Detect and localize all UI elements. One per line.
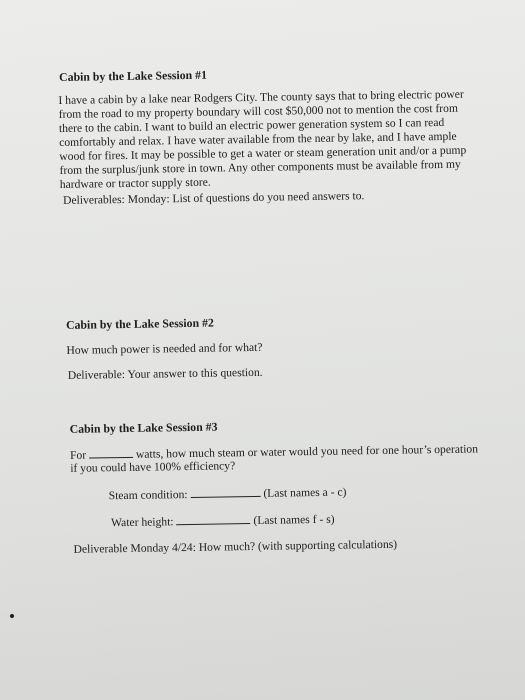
handout-document: [58, 63, 498, 556]
water-height-blank: [176, 513, 250, 525]
for-label: For: [69, 448, 87, 462]
session2-deliverable: Deliverable: Your answer to this question.: [67, 365, 263, 382]
session3-title: Cabin by the Lake Session #3: [69, 419, 218, 436]
water-height-label: Water height:: [111, 515, 174, 530]
water-height-row: [111, 512, 335, 531]
steam-condition-label: Steam condition:: [108, 488, 188, 503]
steam-condition-row: [109, 485, 347, 504]
session2-title: Cabin by the Lake Session #2: [65, 315, 214, 332]
session1-title: Cabin by the Lake Session #1: [58, 67, 208, 84]
bullet-mark: [10, 614, 14, 618]
session1-line: from the surplus/junk store in town. Any other components must be available from my: [59, 157, 461, 177]
session1-body: [58, 87, 499, 192]
session3-line2: if you could have 100% efficiency?: [70, 459, 236, 475]
session1-deliverables: Deliverables: Monday: List of questions do you need answers to.: [62, 189, 365, 207]
session1-line: comfortably and relax. I have water available from the near by lake, and I have ample: [59, 129, 457, 149]
session1-line: hardware or tractor supply store.: [59, 175, 211, 191]
session1-line: from the road to my property boundary will cost $50,000 not to mention the cost from: [58, 101, 459, 121]
water-height-note: (Last names f - s): [253, 512, 335, 527]
watts-blank: [89, 447, 133, 459]
session3-line1-text: watts, how much steam or water would you need for one hour’s operation: [135, 442, 479, 461]
session2-question: How much power is needed and for what?: [66, 340, 263, 357]
steam-condition-blank: [190, 486, 260, 498]
session3-deliverable: Deliverable Monday 4/24: How much? (with supporting calculations): [73, 537, 398, 556]
session1-line: wood for fires. It may be possible to get a water or steam generation unit and/or a pump: [59, 143, 467, 163]
session1-line: there to the cabin. I want to build an electric power generation system so I can read: [58, 115, 445, 135]
session3-line1: [70, 441, 478, 462]
session1-line: I have a cabin by a lake near Rodgers City. The county says that to bring electric power: [58, 87, 464, 107]
steam-condition-note: (Last names a - c): [263, 485, 347, 500]
